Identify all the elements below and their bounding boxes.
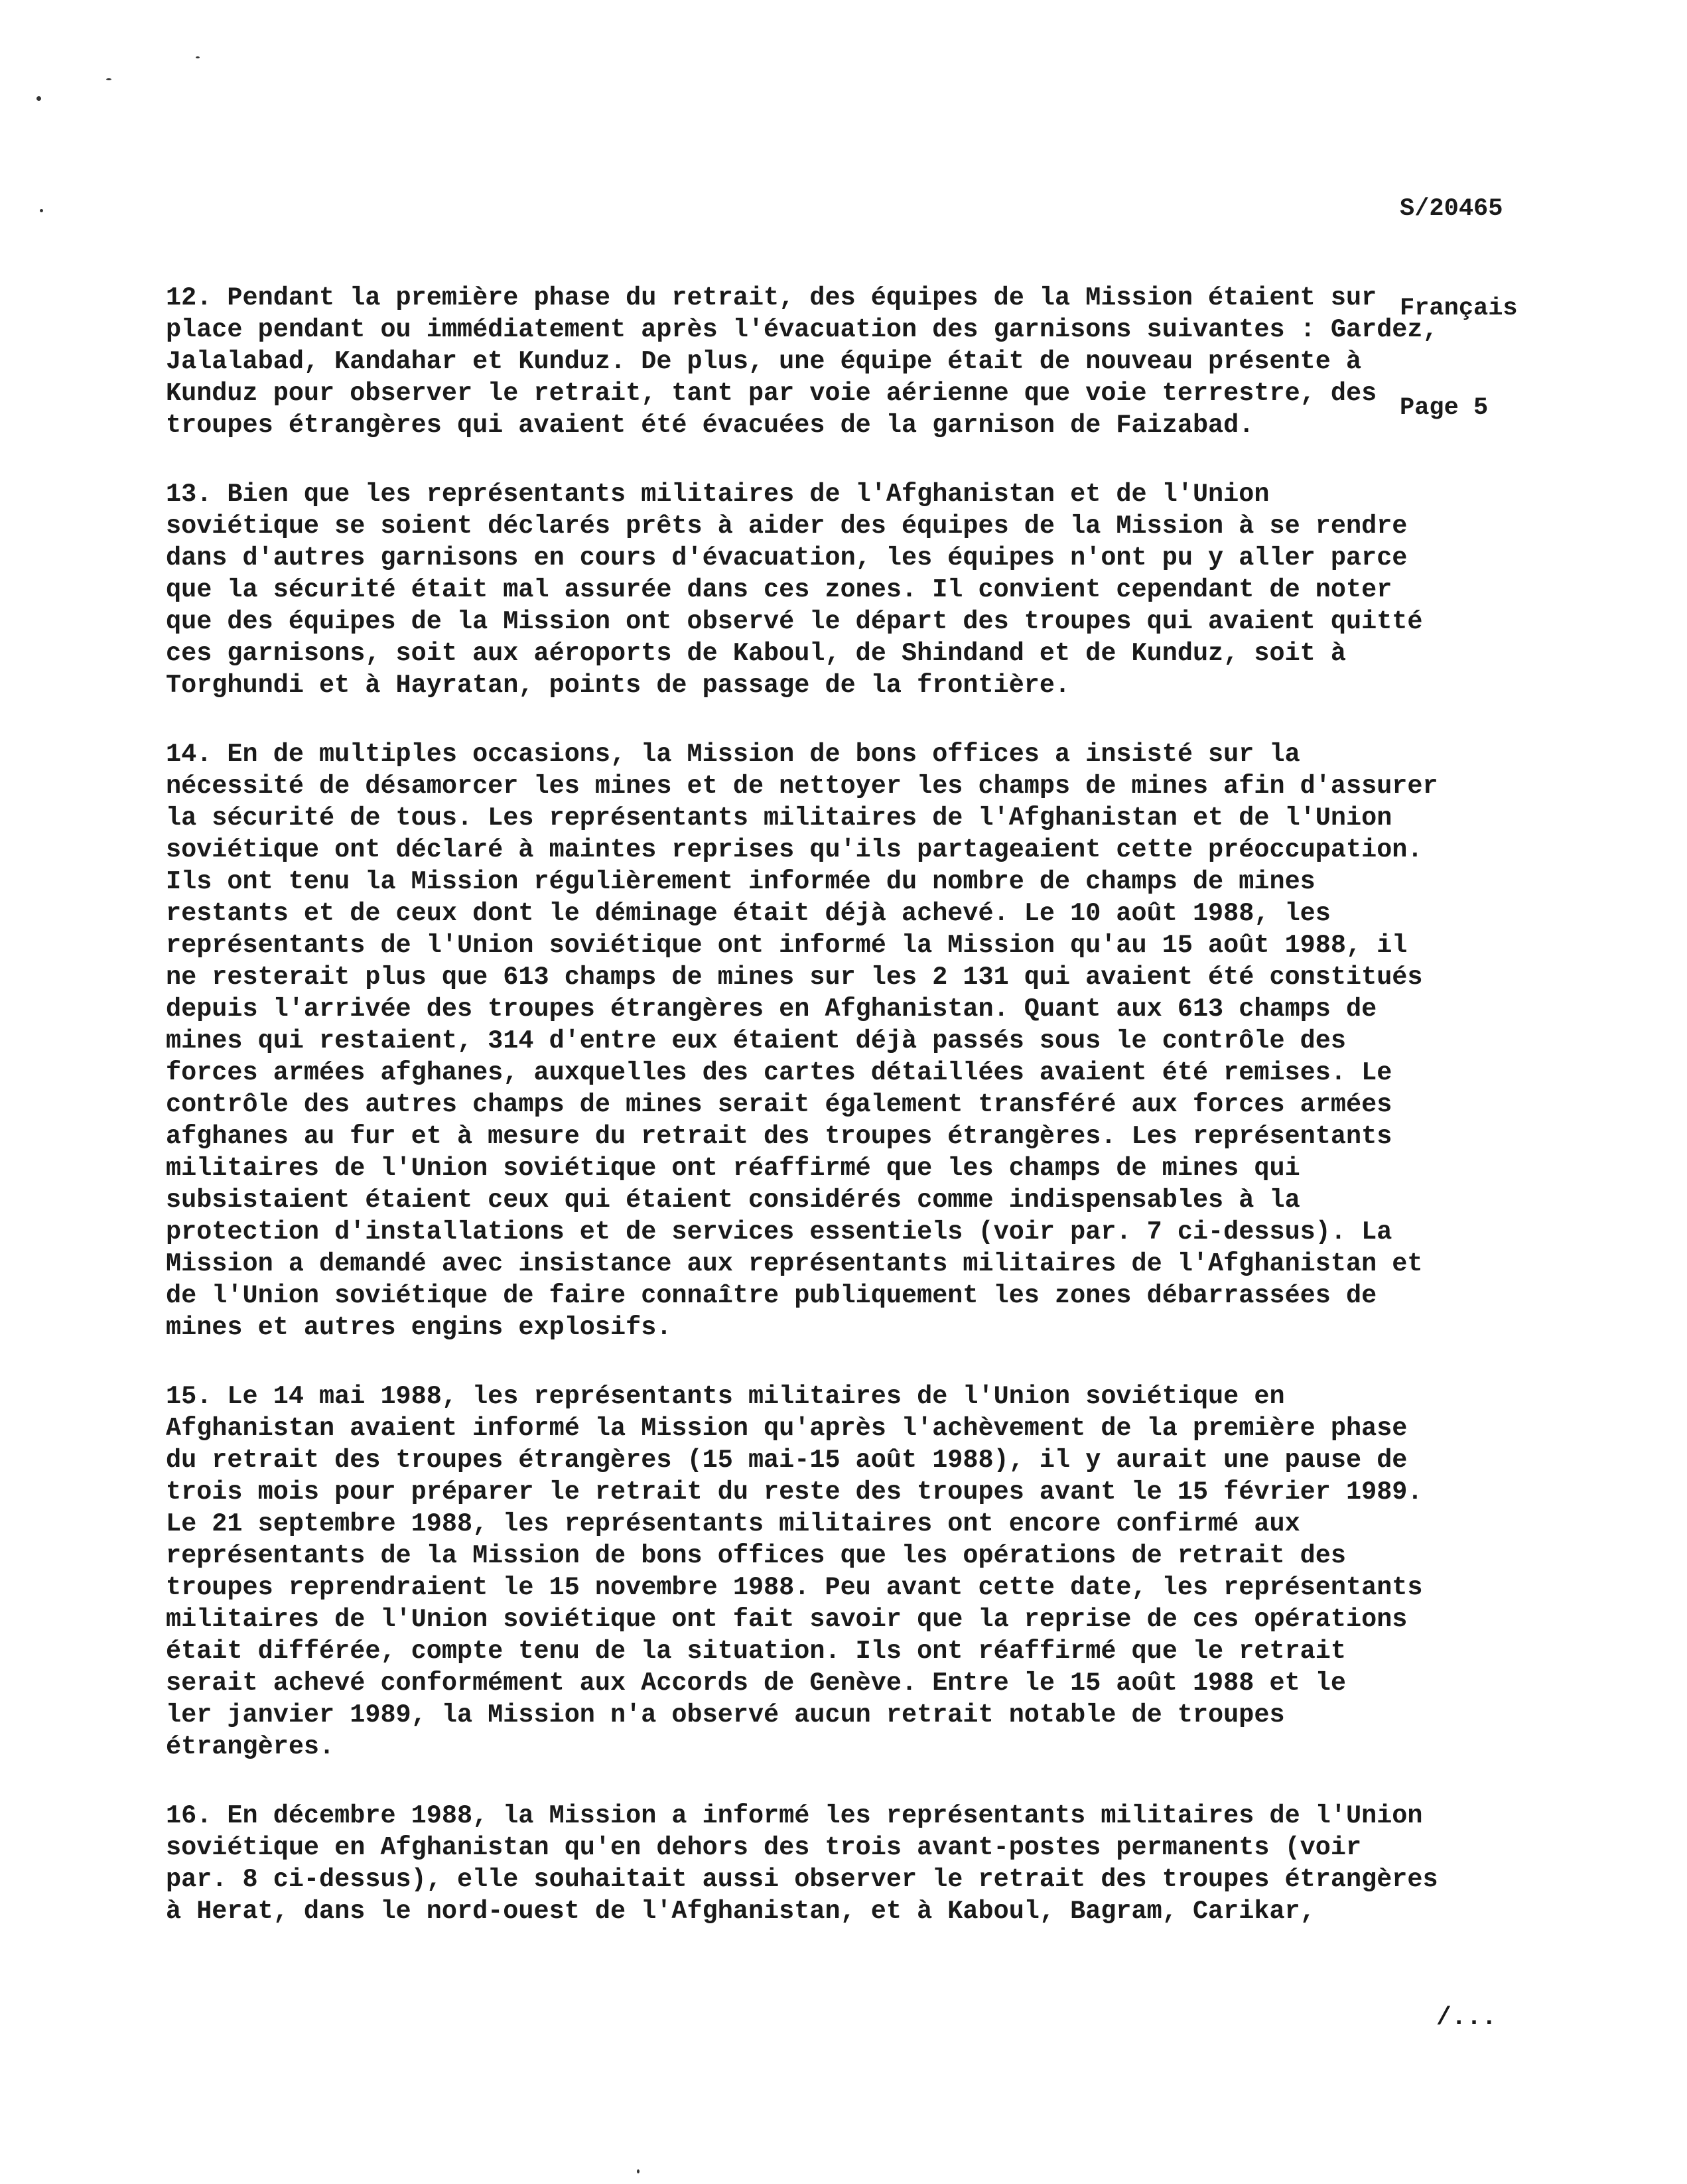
text-line: représentants de la Mission de bons offices que les opérations de retrait des xyxy=(166,1541,1346,1570)
text-line: militaires de l'Union soviétique ont réaffirmé que les champs de mines qui xyxy=(166,1154,1300,1183)
text-line: 13. Bien que les représentants militaires de l'Afghanistan et de l'Union xyxy=(166,480,1270,509)
text-line: que la sécurité était mal assurée dans ces zones. Il convient cependant de noter xyxy=(166,575,1392,604)
document-symbol: S/20465 xyxy=(1400,195,1503,223)
text-line: Afghanistan avaient informé la Mission qu'après l'achèvement de la première phase xyxy=(166,1414,1408,1443)
text-line: troupes reprendraient le 15 novembre 1988. Peu avant cette date, les représentants xyxy=(166,1573,1423,1602)
text-line: depuis l'arrivée des troupes étrangères en Afghanistan. Quant aux 613 champs de xyxy=(166,994,1377,1024)
text-line: par. 8 ci-dessus), elle souhaitait aussi observer le retrait des troupes étrangères xyxy=(166,1865,1438,1894)
scan-speck xyxy=(36,96,41,101)
paragraph-14 xyxy=(166,738,1526,1343)
text-line: que des équipes de la Mission ont observé le départ des troupes qui avaient quitté xyxy=(166,607,1423,636)
text-line: mines qui restaient, 314 d'entre eux étaient déjà passés sous le contrôle des xyxy=(166,1026,1346,1056)
text-line: contrôle des autres champs de mines serait également transféré aux forces armées xyxy=(166,1090,1392,1119)
text-line: afghanes au fur et à mesure du retrait des troupes étrangères. Les représentants xyxy=(166,1122,1392,1151)
text-line: soviétique en Afghanistan qu'en dehors des trois avant-postes permanents (voir xyxy=(166,1833,1362,1862)
text-line: Ils ont tenu la Mission régulièrement informée du nombre de champs de mines xyxy=(166,867,1316,896)
scan-speck xyxy=(196,56,200,58)
text-line: ler janvier 1989, la Mission n'a observé aucun retrait notable de troupes xyxy=(166,1700,1285,1730)
text-line: à Herat, dans le nord-ouest de l'Afghanistan, et à Kaboul, Bagram, Carikar, xyxy=(166,1897,1316,1926)
document-language: Français xyxy=(1400,295,1518,322)
page-number: Page 5 xyxy=(1400,394,1489,422)
text-line: ne resterait plus que 613 champs de mines sur les 2 131 qui avaient été constitués xyxy=(166,963,1423,992)
paragraph-15 xyxy=(166,1381,1526,1763)
text-line: restants et de ceux dont le déminage était déjà achevé. Le 10 août 1988, les xyxy=(166,899,1331,928)
text-line: de l'Union soviétique de faire connaître publiquement les zones débarrassées de xyxy=(166,1281,1377,1310)
text-line: étrangères. xyxy=(166,1732,335,1761)
scan-speck xyxy=(106,78,111,80)
text-line: forces armées afghanes, auxquelles des cartes détaillées avaient été remises. Le xyxy=(166,1058,1392,1087)
text-line: troupes étrangères qui avaient été évacuées de la garnison de Faizabad. xyxy=(166,411,1254,440)
text-line: 14. En de multiples occasions, la Mission de bons offices a insisté sur la xyxy=(166,740,1300,769)
text-line: du retrait des troupes étrangères (15 mai-15 août 1988), il y aurait une pause de xyxy=(166,1446,1408,1475)
text-line: 15. Le 14 mai 1988, les représentants militaires de l'Union soviétique en xyxy=(166,1382,1285,1411)
text-line: représentants de l'Union soviétique ont informé la Mission qu'au 15 août 1988, il xyxy=(166,931,1408,960)
text-line: soviétique ont déclaré à maintes reprises qu'ils partageaient cette préoccupation. xyxy=(166,835,1423,864)
paragraph-16 xyxy=(166,1800,1526,1927)
text-line: était différée, compte tenu de la situation. Ils ont réaffirmé que le retrait xyxy=(166,1637,1346,1666)
text-line: la sécurité de tous. Les représentants militaires de l'Afghanistan et de l'Union xyxy=(166,803,1392,833)
scan-speck xyxy=(40,209,43,212)
text-line: serait achevé conformément aux Accords de Genève. Entre le 15 août 1988 et le xyxy=(166,1669,1346,1698)
text-line: nécessité de désamorcer les mines et de nettoyer les champs de mines afin d'assurer xyxy=(166,772,1438,801)
text-line: subsistaient étaient ceux qui étaient considérés comme indispensables à la xyxy=(166,1186,1300,1215)
paragraph-12 xyxy=(166,282,1526,441)
text-line: Mission a demandé avec insistance aux représentants militaires de l'Afghanistan et xyxy=(166,1249,1423,1278)
text-line: mines et autres engins explosifs. xyxy=(166,1313,672,1342)
text-line: dans d'autres garnisons en cours d'évacuation, les équipes n'ont pu y aller parce xyxy=(166,543,1408,573)
text-line: militaires de l'Union soviétique ont fait savoir que la reprise de ces opérations xyxy=(166,1605,1408,1634)
paragraph-13 xyxy=(166,478,1526,701)
text-line: place pendant ou immédiatement après l'évacuation des garnisons suivantes : Gardez, xyxy=(166,315,1438,344)
text-line: ces garnisons, soit aux aéroports de Kaboul, de Shindand et de Kunduz, soit à xyxy=(166,639,1346,668)
text-line: 12. Pendant la première phase du retrait, des équipes de la Mission étaient sur xyxy=(166,283,1377,312)
text-line: Torghundi et à Hayratan, points de passage de la frontière. xyxy=(166,671,1071,700)
continuation-mark: /... xyxy=(1436,2004,1497,2032)
text-line: Le 21 septembre 1988, les représentants militaires ont encore confirmé aux xyxy=(166,1509,1300,1538)
text-line: Jalalabad, Kandahar et Kunduz. De plus, une équipe était de nouveau présente à xyxy=(166,347,1362,376)
scan-speck xyxy=(637,2169,640,2173)
text-line: soviétique se soient déclarés prêts à aider des équipes de la Mission à se rendre xyxy=(166,512,1408,541)
text-line: protection d'installations et de services essentiels (voir par. 7 ci-dessus). La xyxy=(166,1217,1392,1247)
text-line: trois mois pour préparer le retrait du reste des troupes avant le 15 février 1989. xyxy=(166,1477,1423,1507)
text-line: 16. En décembre 1988, la Mission a informé les représentants militaires de l'Union xyxy=(166,1801,1423,1830)
text-line: Kunduz pour observer le retrait, tant par voie aérienne que voie terrestre, des xyxy=(166,379,1377,408)
document-body xyxy=(166,282,1526,1964)
